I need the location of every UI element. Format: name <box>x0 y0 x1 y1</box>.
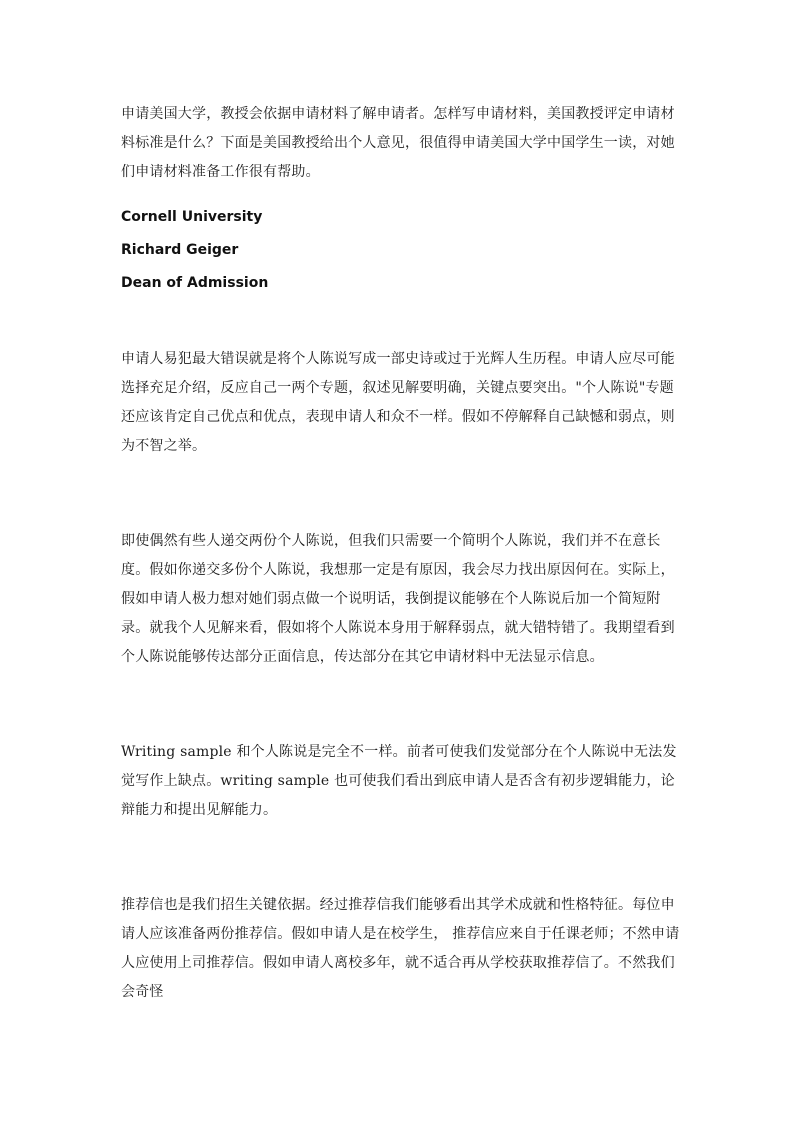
author-block <box>121 201 686 300</box>
author-title-heading: Dean of Admission <box>121 275 269 291</box>
document-page <box>121 100 686 1007</box>
body-paragraph: Writing sample 和个人陈说是完全不一样。前者可使我们发觉部分在个人陈说中无法发觉写作上缺点。writing sample 也可使我们看出到底申请人是否含有初步逻辑能力，论辩能力和提出见解能力。 <box>121 744 677 818</box>
author-name-heading: Richard Geiger <box>121 242 239 258</box>
intro-paragraph: 申请美国大学，教授会依据申请材料了解申请者。怎样写申请材料，美国教授评定申请材料标准是什么？下面是美国教授给出个人意见，很值得申请美国大学中国学生一读，对她们申请材料准备工作很有帮助。 <box>121 106 675 180</box>
body-paragraph: 即使偶然有些人递交两份个人陈说，但我们只需要一个简明个人陈说，我们并不在意长度。假如你递交多份个人陈说，我想那一定是有原因，我会尽力找出原因何在。实际上，假如申请人极力想对她们弱点做一个说明话，我倒提议能够在个人陈说后加一个简短附录。就我个人见解来看，假如将个人陈说本身用于解释弱点，就大错特错了。我期望看到个人陈说能够传达部分正面信息，传达部分在其它申请材料中无法显示信息。 <box>121 533 675 665</box>
university-heading: Cornell University <box>121 209 263 225</box>
body-paragraph: 申请人易犯最大错误就是将个人陈说写成一部史诗或过于光辉人生历程。申请人应尽可能选择充足介绍，反应自己一两个专题，叙述见解要明确，关键点要突出。"个人陈说"专题还应该肯定自己优点和优点，表现申请人和众不一样。假如不停解释自己缺憾和弱点，则为不智之举。 <box>121 351 675 454</box>
body-paragraph: 推荐信也是我们招生关键依据。经过推荐信我们能够看出其学术成就和性格特征。每位申请人应该准备两份推荐信。假如申请人是在校学生， 推荐信应来自于任课老师；不然申请人应使用上司推荐信。假如申请人离校多年，就不适合再从学校获取推荐信了。不然我们会奇怪 <box>121 897 680 1000</box>
